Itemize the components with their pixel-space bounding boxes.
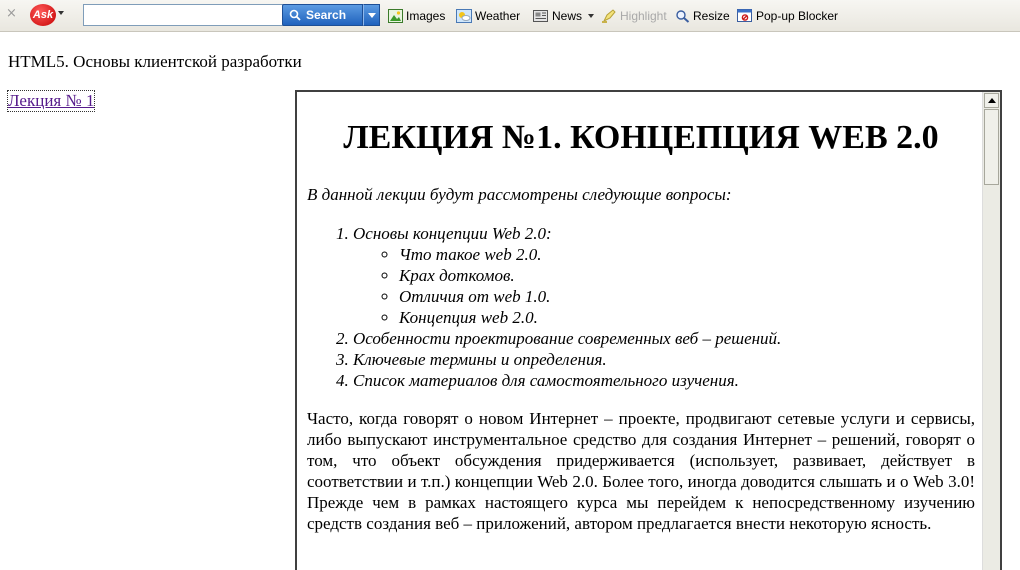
images-button[interactable] (388, 7, 445, 25)
highlight-icon (601, 9, 617, 23)
lecture-paragraph: Часто, когда говорят о новом Интернет – проекте, продвигают сетевые услуги и сервисы, либо выпускают инструментальное средство для создания Интернет – решений, говорят о том, что объект обсуждения придерживается (использует, развивает, действует в соответствии и т.п.) концепции Web 2.0. Более того, иногда доводится слышать и о Web 3.0! Прежде чем в рамках настоящего курса мы перейдем к непосредственному изучению средств создания веб – приложений, автором предлагается внести некоторую ясность. (307, 409, 975, 533)
weather-button[interactable] (456, 7, 520, 25)
resize-button[interactable] (675, 7, 730, 25)
list-item: ◦ Концепция web 2.0. (399, 307, 975, 328)
list-item: ◦ Крах доткомов. (399, 265, 975, 286)
list-item: 3. Ключевые термины и определения. (353, 349, 975, 370)
news-chevron-down-icon[interactable] (588, 14, 594, 18)
scrollbar-thumb[interactable] (984, 109, 999, 185)
lecture-content (307, 92, 975, 534)
weather-icon (456, 9, 472, 23)
search-options-dropdown[interactable] (363, 4, 380, 26)
ask-toolbar (0, 0, 1020, 32)
news-icon (533, 9, 549, 23)
search-input[interactable] (83, 4, 287, 26)
lecture-frame (295, 90, 1002, 570)
scroll-up-arrow-icon[interactable] (984, 93, 999, 108)
list-item: 4. Список материалов для самостоятельного изучения. (353, 370, 975, 391)
topics-list (307, 223, 975, 391)
images-icon (388, 9, 403, 23)
resize-label: Resize (693, 9, 730, 23)
list-item: 2. Особенности проектирование современных веб – решений. (353, 328, 975, 349)
search-button-label: Search (306, 8, 347, 22)
lecture-1-link[interactable]: Лекция № 1 (8, 91, 95, 110)
ask-logo[interactable]: Ask (30, 4, 56, 26)
popup-blocker-button[interactable] (737, 7, 838, 25)
news-button[interactable] (533, 7, 594, 25)
search-button[interactable] (282, 4, 363, 26)
news-label: News (552, 9, 583, 23)
search-icon (289, 9, 301, 21)
list-item (353, 223, 975, 328)
close-toolbar-icon[interactable]: × (6, 6, 17, 21)
ask-menu-chevron-down-icon[interactable] (58, 11, 64, 15)
topic-text: Основы концепции Web 2.0: (353, 224, 552, 243)
list-item: ◦ Что такое web 2.0. (399, 244, 975, 265)
images-label: Images (406, 9, 446, 23)
lecture-intro: В данной лекции будут рассмотрены следующие вопросы: (307, 185, 732, 204)
list-item: ◦ Отличия от web 1.0. (399, 286, 975, 307)
popup-blocker-label: Pop-up Blocker (756, 9, 839, 23)
popup-blocker-icon (737, 9, 753, 23)
subtopics-list (353, 244, 975, 328)
resize-icon (675, 9, 690, 23)
highlight-button (601, 7, 667, 25)
site-title: HTML5. Основы клиентской разработки (8, 52, 302, 71)
frame-scrollbar[interactable] (982, 92, 1000, 570)
lecture-heading: ЛЕКЦИЯ №1. КОНЦЕПЦИЯ WEB 2.0 (343, 119, 939, 156)
highlight-label: Highlight (620, 9, 667, 23)
weather-label: Weather (475, 9, 521, 23)
